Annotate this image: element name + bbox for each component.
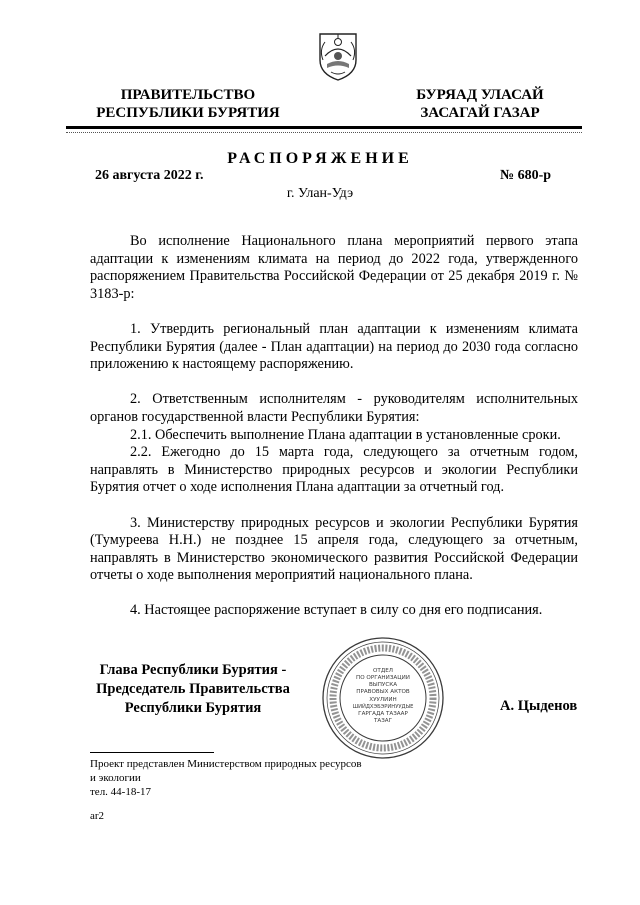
footnote-line2: и экологии [90,772,141,784]
stamp-text-line6: ШИЙДХЭБЭРИНУУДЫЕ [352,704,414,710]
government-name-russian [88,86,288,122]
paragraph-intro: Во исполнение Национального плана мероприятий первого этапа адаптации к изменениям климата на период до 2022 года, утвержденного распоряжением Правительства Российской Федерации от 25 декабря 2019 г. № 3183-р: [90,233,578,302]
stamp-text-line4: ПРАВОВЫХ АКТОВ [356,689,410,695]
footnote-phone: тел. 44-18-17 [90,786,152,798]
document-body [90,233,578,620]
paragraph-item-2: 2. Ответственным исполнителям - руководителям исполнительных органов государственной власти Республики Бурятия: [90,391,578,425]
stamp-text-line8: ТАЗАГ [373,718,393,724]
government-name-buryat-line2: ЗАСАГАЙ ГАЗАР [420,105,540,121]
stamp-text-line7: ГАРГАДА ТАЗААР [358,711,408,717]
signatory-position-line3: Республики Бурятия [124,700,262,716]
government-name-line2: РЕСПУБЛИКИ БУРЯТИЯ [96,105,280,121]
document-city: г. Улан-Удэ [286,186,354,201]
document-code: ar2 [90,810,105,822]
signatory-name: А. Цыденов [500,698,578,714]
stamp-text-line2: ПО ОРГАНИЗАЦИИ [356,675,410,681]
stamp-text-line5: ХУУЛИИН [369,697,397,703]
coat-of-arms-emblem [317,30,359,82]
paragraph-item-2-2: 2.2. Ежегодно до 15 марта года, следующего за отчетным годом, направлять в Министерство природных ресурсов и экологии Республики Бурятия отчет о ходе исполнения Плана адаптации за отчетный год. [90,444,578,496]
header-divider [66,126,582,129]
footnote-line1: Проект представлен Министерством природных ресурсов [90,758,362,770]
paragraph-item-4: 4. Настоящее распоряжение вступает в силу со дня его подписания. [130,602,543,619]
official-stamp [320,635,446,761]
government-name-buryat-line1: БУРЯАД УЛАСАЙ [416,87,544,103]
paragraph-item-1: 1. Утвердить региональный план адаптации к изменениям климата Республики Бурятия (далее - План адаптации) на период до 2030 года согласно приложению к настоящему распоряжению. [90,320,578,373]
header-dotted-divider [66,132,582,133]
government-name-buryat [400,86,560,122]
footnote-divider [90,752,214,753]
signatory-position [88,661,298,718]
signatory-position-line1: Глава Республики Бурятия - [99,662,287,678]
document-date: 26 августа 2022 г. [95,168,204,183]
government-name-line1: ПРАВИТЕЛЬСТВО [120,87,256,103]
footnote [90,757,450,799]
signatory-position-line2: Председатель Правительства [96,681,290,697]
paragraph-item-2-1: 2.1. Обеспечить выполнение Плана адаптации в установленные сроки. [130,426,561,443]
document-title: РАСПОРЯЖЕНИЕ [227,150,413,167]
paragraph-item-3: 3. Министерству природных ресурсов и экологии Республики Бурятия (Тумуреева Н.Н.) не позднее 15 апреля года, следующего за отчетным, направлять в Министерство экономического развития Российской Федерации отчеты о ходе выполнения мероприятий национального плана. [90,514,578,584]
stamp-text-line3: ВЫПУСКА [368,682,398,688]
stamp-text-line1: ОТДЕЛ [373,668,393,674]
document-number: № 680-р [500,168,552,183]
